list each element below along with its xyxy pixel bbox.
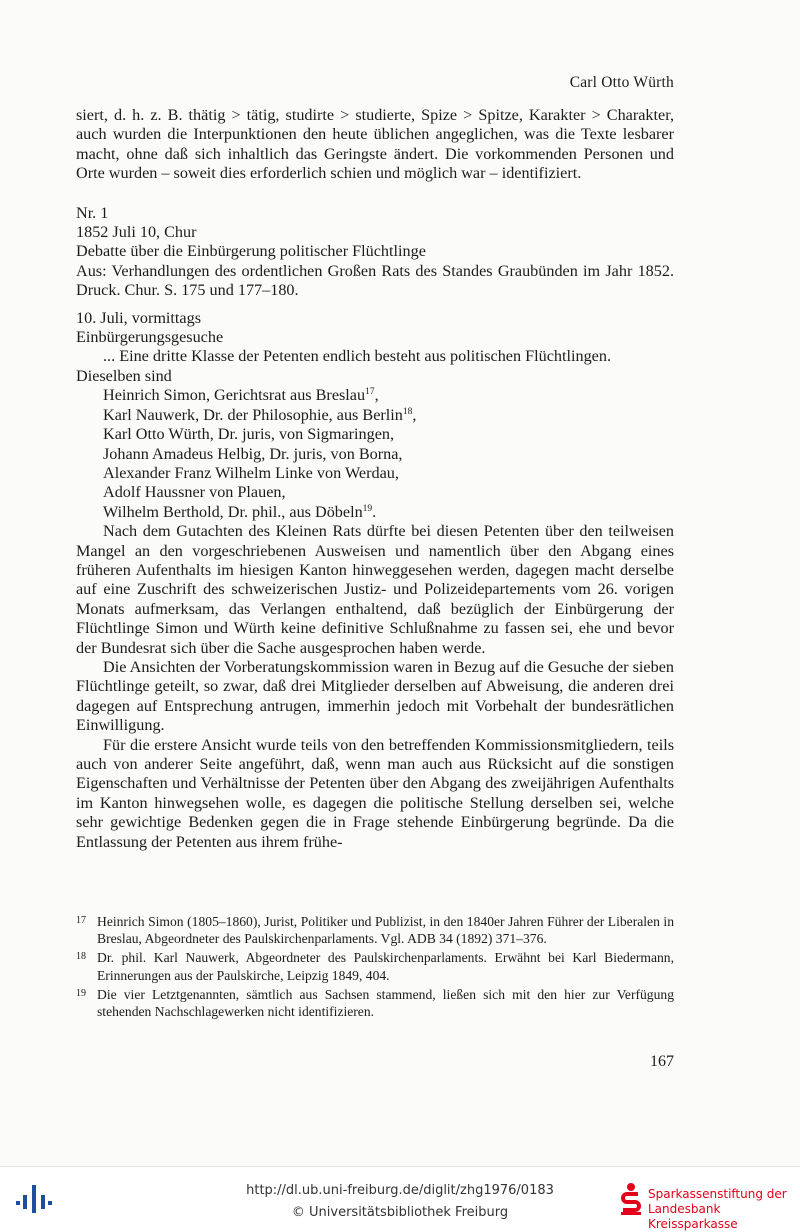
permalink-url[interactable]: http://dl.ub.uni-freiburg.de/diglit/zhg1976/0183 <box>246 1183 554 1198</box>
footnote-19: 19 Die vier Letztgenannten, sämtlich aus Sachsen stammend, ließen sich mit den hier zur Verfügung stehenden Nachschlagewerken nicht identifizieren. <box>76 986 674 1020</box>
intro-paragraph: siert, d. h. z. B. thätig > tätig, studirte > studierte, Spize > Spitze, Karakter > Charakter, auch wurden die Interpunktionen den heute üblichen angeglichen, was die Texte lesbarer macht, ohne daß sich inhaltlich das Geringste ändert. Die vorkommenden Personen und Orte wurden – soweit dies erforderlich schien und möglich war – identifiziert. <box>76 106 674 183</box>
footnote-ref: 18 <box>402 406 413 417</box>
footnote-18: 18 Dr. phil. Karl Nauwerk, Abgeordneter des Paulskirchenparlaments. Erwähnt bei Karl Biedermann, Erinnerungen aus der Paulskirche, Leipzig 1849, 404. <box>76 950 674 983</box>
lead-continuation: Dieselben sind <box>76 366 172 385</box>
name-list-item: Karl Otto Würth, Dr. juris, von Sigmaringen, <box>103 425 395 444</box>
document-source: Aus: Verhandlungen des ordentlichen Großen Rats des Standes Graubünden im Jahr 1852. Druck. Chur. S. 175 und 177–180. <box>76 261 674 300</box>
document-subject: Debatte über die Einbürgerung politischer Flüchtlinge <box>76 242 426 261</box>
sponsor-line-2: Landesbank Kreissparkasse <box>648 1202 738 1231</box>
copyright-notice: © Universitätsbibliothek Freiburg <box>291 1205 509 1220</box>
digital-library-footer <box>0 1166 800 1231</box>
footnote-ref: 17 <box>365 387 375 398</box>
footnote-ref: 19 <box>362 503 373 514</box>
document-number: Nr. 1 <box>76 203 109 222</box>
footnotes <box>76 913 674 1022</box>
sponsor-line-1: Sparkassenstiftung der <box>648 1187 787 1201</box>
footnote-17: 17 Heinrich Simon (1805–1860), Jurist, Politiker und Publizist, in den 1840er Jahren Führer der Liberalen in Breslau, Abgeordneter des Paulskirchenparlaments. Vgl. ADB 34 (1892) 371–376. <box>76 914 674 947</box>
topic-heading: Einbürgerungsgesuche <box>76 328 224 347</box>
running-head: Carl Otto Würth <box>569 74 674 91</box>
name-list-item: Johann Amadeus Helbig, Dr. juris, von Borna, <box>103 444 403 463</box>
document-date-place: 1852 Juli 10, Chur <box>76 223 197 242</box>
paragraph-gutachten: Nach dem Gutachten des Kleinen Rats dürfte bei diesen Petenten über den teilweisen Mangel an den vorgeschriebenen Ausweisen und namentlich über den Abgang eines früheren Aufenthalts im hiesigen Kanton hinweggesehen werden, dagegen macht derselbe auf eine Zuschrift des schweizerischen Justiz- und Polizeidepartements vom 26. vorigen Monats aufmerksam, das Verlangen enthaltend, daß bezüglich der Einbürgerung der Flüchtlinge Simon und Würth keine definitive Schlußnahme zu fassen sei, ehe und bevor der Bundesrat sich über die Sache ausgesprochen haben werde. <box>76 522 674 657</box>
name-list-item: Wilhelm Berthold, Dr. phil., aus Döbeln$^{19}$. <box>103 502 377 521</box>
paragraph-erstere-ansicht: Für die erstere Ansicht wurde teils von den betreffenden Kommissionsmitgliedern, teils auch von anderer Seite angeführt, daß, wenn man auch aus Rücksicht auf die sonstigen Eigenschaften und Verhältnisse der Petenten über den Abgang des zweijährigen Aufenthalts im Kanton hinwegsehen wolle, es dagegen die politische Stellung derselben sei, welche sehr gewichtige Bedenken gegen die in Frage stehende Einbürgerung begründe. Da die Entlassung der Petenten aus ihrem frühe- <box>76 735 674 851</box>
main-text <box>76 106 674 852</box>
lead-sentence: ... Eine dritte Klasse der Petenten endlich besteht aus politischen Flüchtlingen. <box>103 347 611 366</box>
session-heading: 10. Juli, vormittags <box>76 308 202 327</box>
page-number: 167 <box>650 1053 674 1070</box>
sparkasse-logo-icon[interactable] <box>616 1181 646 1215</box>
name-list-item: Heinrich Simon, Gerichtsrat aus Breslau$^{17}$, <box>103 386 379 405</box>
name-list-item: Alexander Franz Wilhelm Linke von Werdau, <box>103 463 399 482</box>
sponsor-name <box>648 1187 800 1232</box>
name-list-item: Adolf Haussner von Plauen, <box>103 483 286 502</box>
paragraph-kommission: Die Ansichten der Vorberatungskommission waren in Bezug auf die Gesuche der sieben Flüchtlinge geteilt, so zwar, daß drei Mitglieder derselben auf Abweisung, die anderen drei dagegen auf Entsprechung antrugen, immerhin jedoch mit Vorbehalt der bundesrätlichen Einwilligung. <box>76 657 674 735</box>
name-list-item: Karl Nauwerk, Dr. der Philosophie, aus Berlin$^{18}$, <box>103 405 417 424</box>
